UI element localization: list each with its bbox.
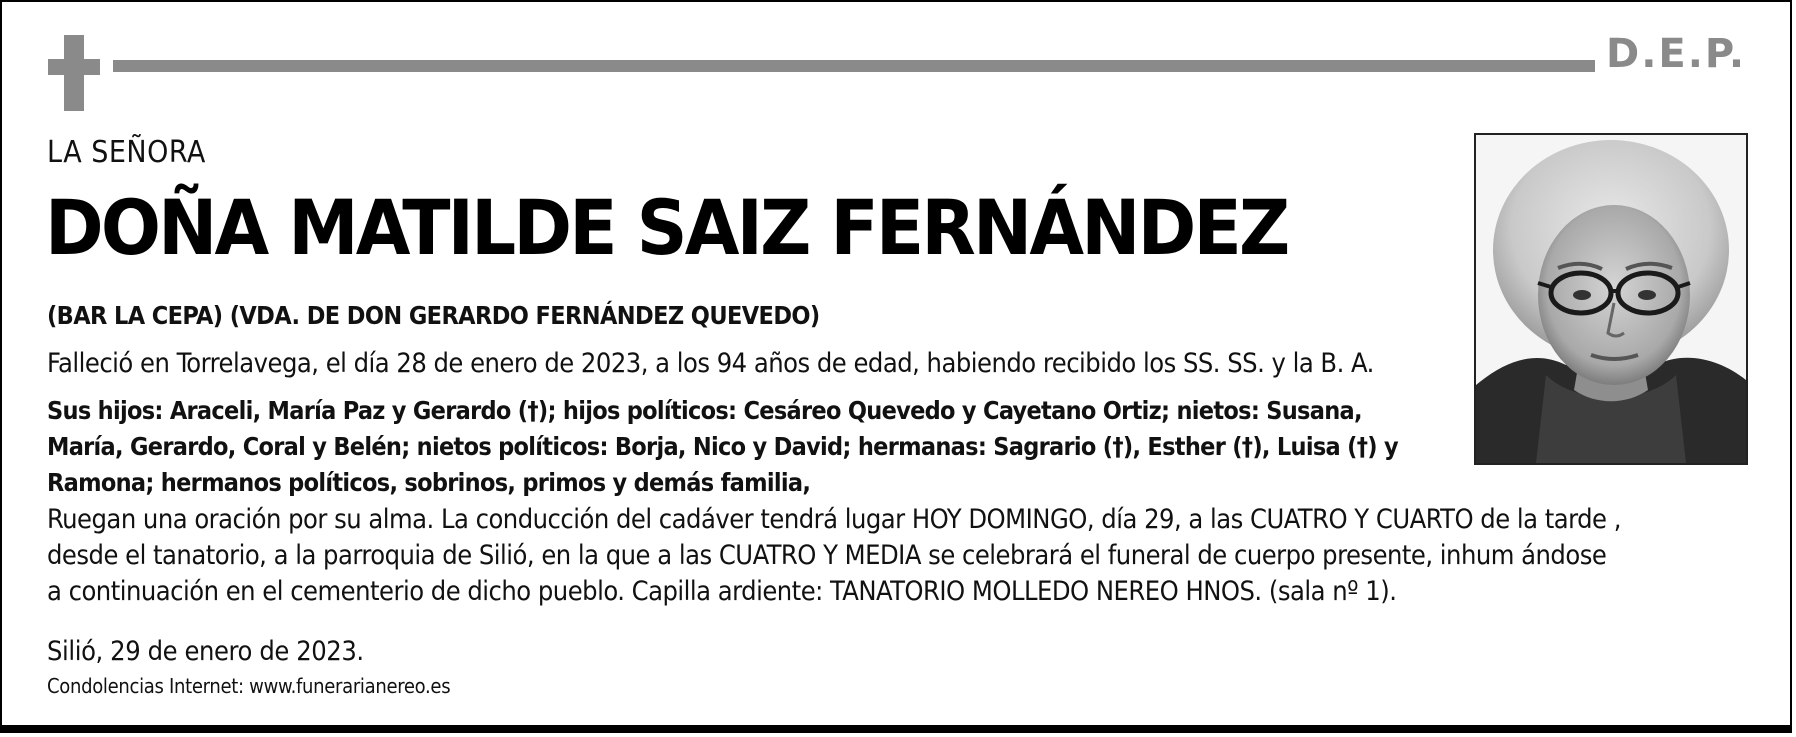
- dep-label: D.E.P.: [1606, 31, 1747, 77]
- cross-icon: [48, 35, 100, 111]
- deceased-name: DOÑA MATILDE SAIZ FERNÁNDEZ: [45, 183, 1288, 272]
- service-line: desde el tanatorio, a la parroquia de Silió, en la que a las CUATRO Y MEDIA se celebrará el funeral de cuerpo presente, inhum ándose: [47, 540, 1607, 571]
- place-date: Silió, 29 de enero de 2023.: [47, 636, 364, 667]
- service-details: [47, 502, 1747, 610]
- family-list: [47, 393, 1457, 501]
- header-rule: [113, 60, 1595, 72]
- name-prefix: LA SEÑORA: [47, 135, 206, 170]
- portrait-photo: [1474, 133, 1748, 465]
- service-line: Ruegan una oración por su alma. La conducción del cadáver tendrá lugar HOY DOMINGO, día 29, a las CUATRO Y CUARTO de la tarde ,: [47, 504, 1621, 535]
- service-line: a continuación en el cementerio de dicho pueblo. Capilla ardiente: TANATORIO MOLLEDO NEREO HNOS. (sala nº 1).: [47, 576, 1397, 607]
- family-line: Sus hijos: Araceli, María Paz y Gerardo (†); hijos políticos: Cesáreo Quevedo y Cayetano Ortiz; nietos: Susana,: [47, 396, 1362, 425]
- subtitle: (BAR LA CEPA) (VDA. DE DON GERARDO FERNÁNDEZ QUEVEDO): [47, 301, 820, 330]
- condolences-link[interactable]: Condolencias Internet: www.funerarianereo.es: [47, 674, 451, 698]
- family-line: María, Gerardo, Coral y Belén; nietos políticos: Borja, Nico y David; hermanas: Sagrario (†), Esther (†), Luisa (†) y: [47, 432, 1398, 461]
- death-notice: Falleció en Torrelavega, el día 28 de enero de 2023, a los 94 años de edad, habiendo recibido los SS. SS. y la B. A.: [47, 348, 1374, 379]
- family-line: Ramona; hermanos políticos, sobrinos, primos y demás familia,: [47, 468, 811, 497]
